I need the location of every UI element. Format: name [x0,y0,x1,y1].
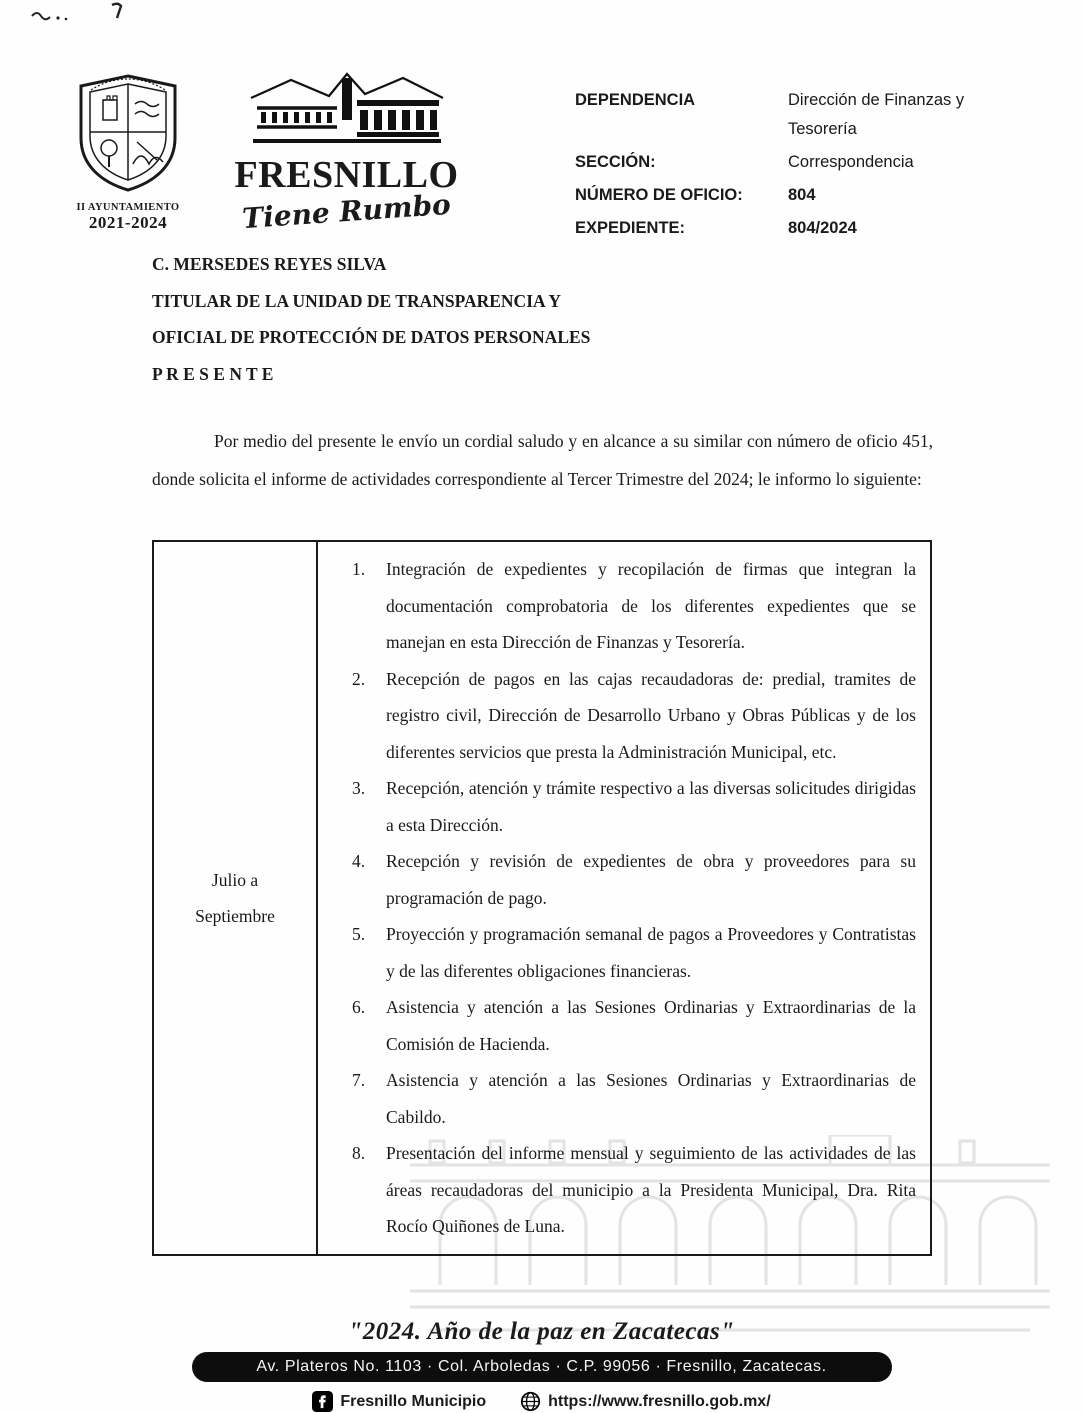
period-cell [154,542,318,1254]
website-item [520,1391,771,1412]
activity-item [318,770,916,843]
activity-number: 5. [352,924,366,944]
meta-label: SECCIÓN: [575,153,656,171]
activity-text: Asistencia y atención a las Sesiones Ordinarias y Extraordinarias de Cabildo. [386,1070,916,1127]
period-line-2: Septiembre [195,905,275,926]
addressee-block [152,246,590,392]
globe-icon [520,1391,541,1412]
coat-of-arms [72,72,184,233]
addressee-title-1: TITULAR DE LA UNIDAD DE TRANSPARENCIA Y [152,290,562,311]
activity-item [318,661,916,771]
activity-text: Integración de expedientes y recopilación de firmas que integran la documentación comprobatoria de los diferentes expedientes que se manejan en esta Dirección de Finanzas y Tesorería. [386,559,916,652]
activity-item [318,1062,916,1135]
address-text: Av. Plateros No. 1103 · Col. Arboledas · C.P. 99056 · Fresnillo, Zacatecas. [256,1358,827,1375]
activity-number: 1. [352,559,366,579]
meta-value: Correspondencia [788,153,914,171]
activity-item [318,1135,916,1245]
brand-tagline: Tiene Rumbo [241,187,452,236]
meta-label: DEPENDENCIA [575,91,696,109]
activity-number: 4. [352,851,366,871]
activity-item [318,843,916,916]
year-slogan: "2024. Año de la paz en Zacatecas" [348,1318,735,1345]
addressee-name: C. MERSEDES REYES SILVA [152,254,387,274]
activity-text: Asistencia y atención a las Sesiones Ordinarias y Extraordinarias de la Comisión de Hacienda. [386,997,916,1054]
meta-label: NÚMERO DE OFICIO: [575,186,743,204]
period-line-1: Julio a [211,869,259,890]
meta-row-expediente [575,214,1025,243]
activity-text: Presentación del informe mensual y seguimiento de las actividades de las áreas recaudadoras del municipio a la Presidenta Municipal, Dra. Rita Rocío Quiñones de Luna. [386,1143,916,1236]
meta-value: 804/2024 [788,219,857,237]
ayuntamiento-label: II AYUNTAMIENTO [76,202,180,213]
facebook-item [312,1391,486,1412]
fresnillo-logo [224,70,469,236]
building-icon [249,70,445,146]
facebook-icon [312,1391,333,1412]
addressee-title-2: OFICIAL DE PROTECCIÓN DE DATOS PERSONALES [152,327,591,347]
activity-item [318,916,916,989]
address-bar [192,1352,892,1382]
activity-number: 2. [352,668,366,689]
activity-text: Recepción de pagos en las cajas recaudadoras de: predial, tramites de registro civil, Dirección de Desarrollo Urbano y Obras Públicas y de los diferentes servicios que presta la Administración Municipal, etc. [386,668,916,762]
activities-table [152,540,932,1256]
activity-item [318,551,916,661]
activity-number: 8. [352,1143,366,1163]
oficio-metadata [575,86,1025,247]
facebook-label: Fresnillo Municipio [340,1392,487,1410]
activity-item [318,989,916,1062]
coat-of-arms-icon [77,72,179,194]
meta-value: Dirección de Finanzas y Tesorería [788,91,965,138]
meta-row-dependencia [575,86,1025,144]
activity-number: 3. [352,778,366,798]
body-paragraph: Por medio del presente le envío un cordial saludo y en alcance a su similar con número de oficio 451, donde solicita el informe de actividades correspondiente al Tercer Trimestre del 2024; le informo lo siguiente: [152,431,933,489]
activities-cell [318,542,930,1254]
activity-number: 6. [352,997,366,1017]
social-row [0,1391,1083,1412]
addressee-presente: P R E S E N T E [152,363,274,384]
meta-label: EXPEDIENTE: [575,219,686,237]
brand-name: FRESNILLO [234,154,459,196]
activity-number: 7. [352,1070,366,1090]
website-url: https://www.fresnillo.gob.mx/ [548,1392,771,1410]
meta-row-numero-oficio [575,181,1025,210]
meta-value: 804 [788,186,816,204]
meta-row-seccion [575,148,1025,177]
activity-text: Proyección y programación semanal de pagos a Proveedores y Contratistas y de las diferentes obligaciones financieras. [386,924,916,981]
activity-text: Recepción, atención y trámite respectivo a las diversas solicitudes dirigidas a esta Dirección. [386,778,916,835]
ayuntamiento-years: 2021-2024 [88,213,168,232]
pen-marks [28,2,138,33]
activity-text: Recepción y revisión de expedientes de obra y proveedores para su programación de pago. [386,851,916,908]
